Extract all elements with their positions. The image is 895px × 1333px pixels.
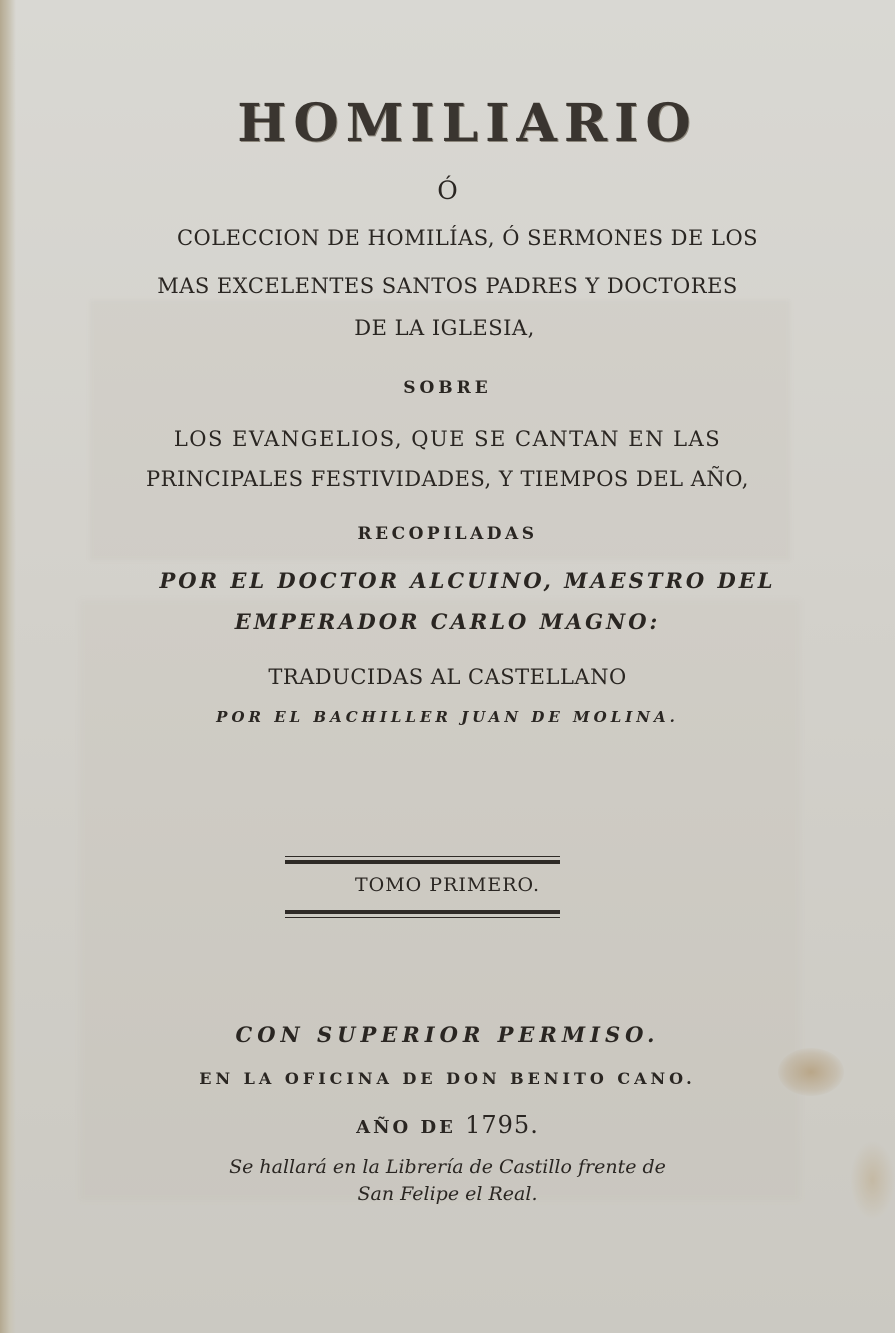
- subtitle-line-3: DE LA IGLESIA,: [354, 316, 535, 340]
- title-connector: Ó: [437, 176, 458, 205]
- year-value: 1795.: [465, 1111, 539, 1139]
- year-label: AÑO DE: [356, 1117, 456, 1138]
- translator-line: POR EL BACHILLER JUAN DE MOLINA.: [216, 708, 679, 726]
- book-title: HOMILIARIO: [237, 93, 698, 154]
- permission-line: CON SUPERIOR PERMISO.: [235, 1022, 660, 1047]
- recopiladas-label: RECOPILADAS: [357, 524, 538, 544]
- rule-below-volume: [285, 910, 560, 914]
- show-through-text-lower: [80, 600, 800, 1200]
- author-line-1: POR EL DOCTOR ALCUINO, MAESTRO DEL: [159, 568, 776, 593]
- subtitle-line-1: COLECCION DE HOMILÍAS, Ó SERMONES DE LOS: [176, 226, 759, 250]
- evangelios-line-1: LOS EVANGELIOS, QUE SE CANTAN EN LAS: [173, 427, 722, 451]
- paper-stain-edge: [850, 1140, 895, 1220]
- bookshop-line-2: San Felipe el Real.: [357, 1183, 538, 1205]
- printer-line: EN LA OFICINA DE DON BENITO CANO.: [199, 1069, 696, 1088]
- volume-label: TOMO PRIMERO.: [354, 874, 541, 896]
- author-line-2: EMPERADOR CARLO MAGNO:: [234, 609, 661, 634]
- rule-above-volume: [285, 860, 560, 864]
- translation-label: TRADUCIDAS AL CASTELLANO: [268, 665, 627, 689]
- year-line: [0, 1113, 895, 1137]
- sobre-label: SOBRE: [403, 378, 492, 398]
- evangelios-line-2: PRINCIPALES FESTIVIDADES, Y TIEMPOS DEL AÑO,: [146, 467, 749, 491]
- subtitle-line-2: MAS EXCELENTES SANTOS PADRES Y DOCTORES: [157, 274, 738, 298]
- bookshop-line-1: Se hallará en la Librería de Castillo frente de: [229, 1156, 666, 1178]
